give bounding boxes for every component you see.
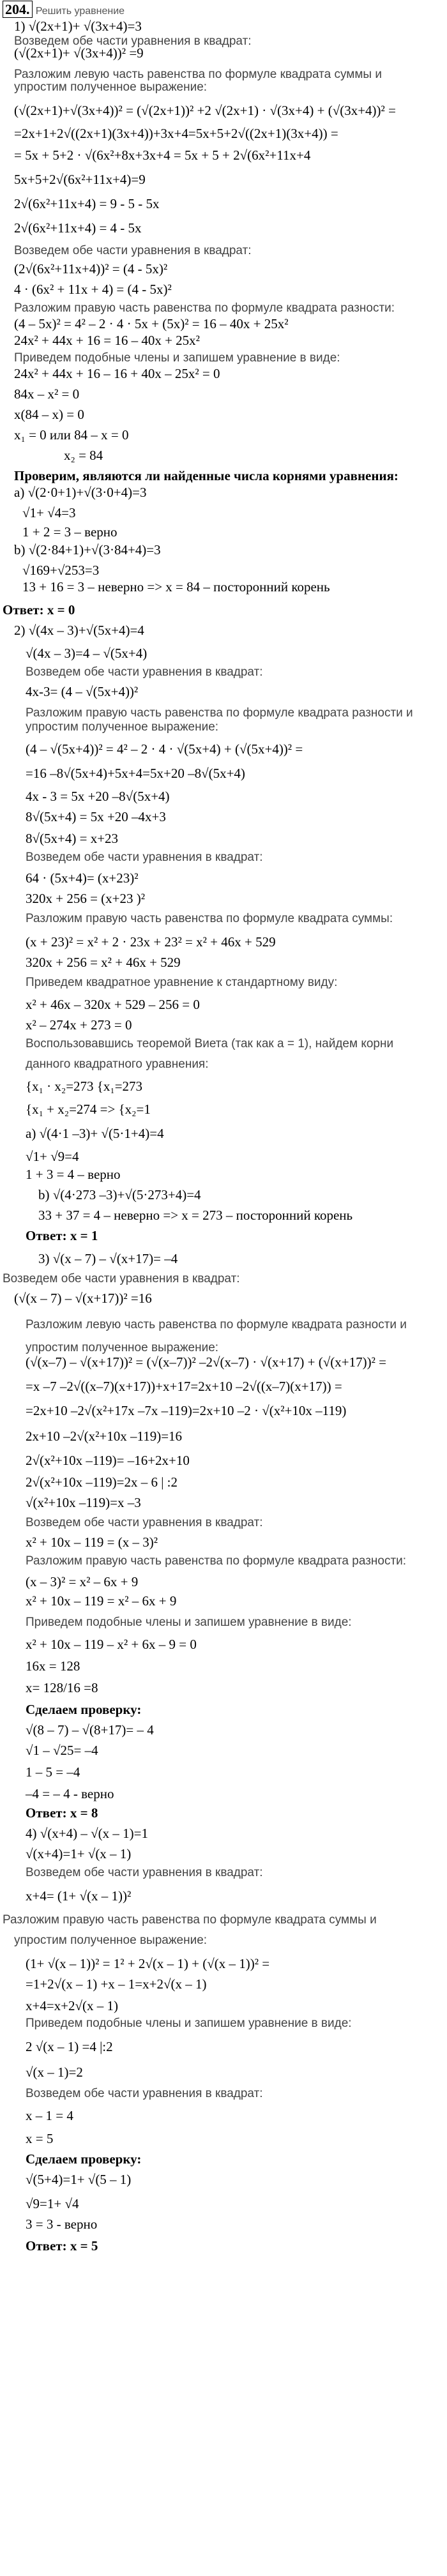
equation-line: √(8 – 7) – √(8+17)= – 4 <box>26 1722 154 1738</box>
explanation-text: Возведем обе части уравнения в квадрат: <box>14 34 252 48</box>
equation-line: 1 + 3 = 4 – верно <box>26 1167 121 1182</box>
explanation-text: Приведем подобные члены и запишем уравнение в виде: <box>26 1616 352 1629</box>
equation-line: √1+ √9=4 <box>26 1149 79 1164</box>
equation-line: 24x² + 44x + 16 = 16 – 40x + 25x² <box>14 333 200 348</box>
equation-line: x(84 – x) = 0 <box>14 407 84 422</box>
equation-line: (2√(6x²+11x+4))² = (4 - 5x)² <box>14 261 168 277</box>
equation-line: x² + 10x – 119 = (x – 3)² <box>26 1534 158 1550</box>
equation-line: 3) √(x – 7) – √(x+17)= –4 <box>38 1251 178 1266</box>
equation-line: x² + 10x – 119 – x² + 6x – 9 = 0 <box>26 1637 197 1652</box>
equation-line: 2√(x²+10x –119)=2x – 6 | :2 <box>26 1474 178 1490</box>
explanation-text: Воспользовавшись теоремой Виета (так как a = 1), найдем корни <box>26 1037 394 1050</box>
equation-line: 320x + 256 = (x+23 )² <box>26 891 146 906</box>
equation-line: a) √(2·0+1)+√(3·0+4)=3 <box>14 485 147 500</box>
explanation-text: Возведем обе части уравнения в квадрат: <box>14 244 252 257</box>
equation-line: (1+ √(x – 1))² = 1² + 2√(x – 1) + (√(x – 1))² = <box>26 1956 270 1971</box>
explanation-text: Возведем обе части уравнения в квадрат: <box>3 1272 240 1285</box>
equation-line: √(x+4)=1+ √(x – 1) <box>26 1846 132 1861</box>
equation-line: (x + 23)² = x² + 2 · 23x + 23² = x² + 46x + 529 <box>26 934 276 950</box>
equation-line: x – 1 = 4 <box>26 2108 73 2123</box>
equation-line: =x –7 –2√((x–7)(x+17))+x+17=2x+10 –2√((x–7)(x+17)) = <box>26 1379 342 1394</box>
equation-line: 24x² + 44x + 16 – 16 + 40x – 25x² = 0 <box>14 366 220 381</box>
equation-line: 4x-3= (4 – √(5x+4))² <box>26 684 139 699</box>
equation-line: x₁ = 0 или 84 – x = 0 <box>14 427 129 443</box>
answer-or-check-text: Ответ: x = 1 <box>26 1228 98 1243</box>
equation-line: 320x + 256 = x² + 46x + 529 <box>26 955 181 970</box>
explanation-text: Разложим левую часть равенства по формуле квадрата суммы и <box>14 68 382 81</box>
equation-line: =2x+1+2√((2x+1)(3x+4))+3x+4=5x+5+2√((2x+1)(3x+4)) = <box>14 126 338 141</box>
answer-or-check-text: Ответ: x = 8 <box>26 1805 98 1821</box>
equation-line: 4 · (6x² + 11x + 4) = (4 - 5x)² <box>14 282 172 297</box>
equation-line: 13 + 16 = 3 – неверно => x = 84 – посторонний корень <box>22 579 330 595</box>
equation-line: x= 128/16 =8 <box>26 1680 98 1695</box>
equation-line: √(x²+10x –119)=x –3 <box>26 1495 141 1510</box>
equation-line: 2√(x²+10x –119)= –16+2x+10 <box>26 1453 190 1468</box>
equation-line: x+4= (1+ √(x – 1))² <box>26 1888 132 1904</box>
equation-line: 84x – x² = 0 <box>14 386 80 402</box>
equation-line: 1 – 5 = –4 <box>26 1764 80 1780</box>
equation-line: b) √(4·273 –3)+√(5·273+4)=4 <box>38 1187 201 1202</box>
equation-line: 8√(5x+4) = 5x +20 –4x+3 <box>26 809 166 824</box>
equation-line: x+4=x+2√(x – 1) <box>26 1998 119 2013</box>
equation-line: 4x - 3 = 5x +20 –8√(5x+4) <box>26 789 170 804</box>
explanation-text: Разложим правую часть равенства по формуле квадрата разности и <box>26 706 413 720</box>
equation-line: √(4x – 3)=4 – √(5x+4) <box>26 646 148 661</box>
equation-line: 5x+5+2√(6x²+11x+4)=9 <box>14 172 146 187</box>
equation-line: 16x = 128 <box>26 1658 80 1674</box>
equation-line: (√(x–7) – √(x+17))² = (√(x–7))² –2√(x–7) · √(x+17) + (√(x+17))² = <box>26 1354 386 1370</box>
equation-line: {x₁ · x₂=273 {x₁=273 <box>26 1079 143 1094</box>
equation-line: √1 – √25= –4 <box>26 1743 98 1758</box>
explanation-text: Разложим правую часть равенства по формуле квадрата суммы: <box>26 912 393 925</box>
explanation-text: Возведем обе части уравнения в квадрат: <box>26 1516 263 1529</box>
equation-line: =2x+10 –2√(x²+17x –7x –119)=2x+10 –2 · √(x²+10x –119) <box>26 1403 347 1418</box>
equation-line: a) √(4·1 –3)+ √(5·1+4)=4 <box>26 1126 164 1141</box>
explanation-text: Разложим правую часть равенства по формуле квадрата суммы и <box>3 1913 377 1927</box>
equation-line: 2x+10 –2√(x²+10x –119)=16 <box>26 1428 183 1444</box>
answer-or-check-text: Ответ: x = 5 <box>26 2238 98 2254</box>
answer-or-check-text: Проверим, являются ли найденные числа корнями уравнения: <box>14 468 398 483</box>
answer-or-check-text: Сделаем проверку: <box>26 2151 142 2167</box>
explanation-text: упростим полученное выражение: <box>26 1341 219 1354</box>
equation-line: =16 –8√(5x+4)+5x+4=5x+20 –8√(5x+4) <box>26 766 245 781</box>
explanation-text: Возведем обе части уравнения в квадрат: <box>26 851 263 864</box>
equation-line: √(x – 1)=2 <box>26 2065 83 2080</box>
equation-line: 8√(5x+4) = x+23 <box>26 831 119 846</box>
explanation-text: Разложим левую часть равенства по формуле квадрата разности и <box>26 1318 407 1331</box>
equation-line: √9=1+ √4 <box>26 2196 79 2211</box>
equation-line: 2 √(x – 1) =4 |:2 <box>26 2039 113 2054</box>
explanation-text: Приведем подобные члены и запишем уравнение в виде: <box>26 2017 352 2030</box>
answer-or-check-text: Ответ: x = 0 <box>3 602 75 617</box>
equation-line: b) √(2·84+1)+√(3·84+4)=3 <box>14 542 161 557</box>
explanation-text: упростим полученное выражение: <box>14 80 208 94</box>
explanation-text: Приведем квадратное уравнение к стандартному виду: <box>26 976 338 989</box>
explanation-text: упростим полученное выражение: <box>26 720 219 734</box>
explanation-text: Возведем обе части уравнения в квадрат: <box>26 2087 263 2100</box>
equation-line: (√(2x+1)+√(3x+4))² = (√(2x+1))² +2 √(2x+1) · √(3x+4) + (√(3x+4))² = <box>14 103 396 118</box>
explanation-text: упростим полученное выражение: <box>14 1934 208 1947</box>
equation-line: 64 · (5x+4)= (x+23)² <box>26 870 139 886</box>
equation-line: (√(2x+1)+ √(3x+4))² =9 <box>14 45 144 61</box>
equation-line: 2) √(4x – 3)+√(5x+4)=4 <box>14 623 144 638</box>
equation-line: x² – 274x + 273 = 0 <box>26 1017 132 1033</box>
equation-line: 1) √(2x+1)+ √(3x+4)=3 <box>14 19 142 34</box>
equation-line: –4 = – 4 - верно <box>26 1786 114 1801</box>
equation-line: {x₁ + x₂=274 => {x₂=1 <box>26 1102 151 1117</box>
task-title: Решить уравнение <box>35 6 125 17</box>
task-header <box>3 1 125 20</box>
equation-line: (4 – 5x)² = 4² – 2 · 4 · 5x + (5x)² = 16 – 40x + 25x² <box>14 316 289 331</box>
equation-line: (√(x – 7) – √(x+17))² =16 <box>14 1291 152 1306</box>
equation-line: 3 = 3 - верно <box>26 2216 98 2232</box>
explanation-text: Возведем обе части уравнения в квадрат: <box>26 1866 263 1879</box>
equation-line: x₂ = 84 <box>64 448 103 463</box>
explanation-text: Разложим правую часть равенства по формуле квадрата разности: <box>26 1554 407 1568</box>
equation-line: =1+2√(x – 1) +x – 1=x+2√(x – 1) <box>26 1976 207 1992</box>
equation-line: √1+ √4=3 <box>22 505 76 520</box>
equation-line: 2√(6x²+11x+4) = 4 - 5x <box>14 220 142 236</box>
equation-line: 33 + 37 = 4 – неверно => x = 273 – посторонний корень <box>38 1208 353 1223</box>
explanation-text: Приведем подобные члены и запишем уравнение в виде: <box>14 351 340 365</box>
explanation-text: Возведем обе части уравнения в квадрат: <box>26 665 263 679</box>
equation-line: √169+√253=3 <box>22 563 100 578</box>
equation-line: √(5+4)=1+ √(5 – 1) <box>26 2172 132 2187</box>
equation-line: 1 + 2 = 3 – верно <box>22 524 117 540</box>
task-number: 204. <box>3 1 33 18</box>
explanation-text: Разложим правую часть равенства по формуле квадрата разности: <box>14 301 395 315</box>
equation-line: 4) √(x+4) – √(x – 1)=1 <box>26 1826 148 1841</box>
explanation-text: данного квадратного уравнения: <box>26 1057 209 1071</box>
equation-line: x² + 46x – 320x + 529 – 256 = 0 <box>26 997 200 1012</box>
answer-or-check-text: Сделаем проверку: <box>26 1702 142 1717</box>
equation-line: x² + 10x – 119 = x² – 6x + 9 <box>26 1593 177 1609</box>
equation-line: (x – 3)² = x² – 6x + 9 <box>26 1574 139 1589</box>
equation-line: (4 – √(5x+4))² = 4² – 2 · 4 · √(5x+4) + (√(5x+4))² = <box>26 741 303 757</box>
equation-line: x = 5 <box>26 2131 54 2146</box>
equation-line: 2√(6x²+11x+4) = 9 - 5 - 5x <box>14 196 160 211</box>
equation-line: = 5x + 5+2 · √(6x²+8x+3x+4 = 5x + 5 + 2√(6x²+11x+4 <box>14 148 311 163</box>
